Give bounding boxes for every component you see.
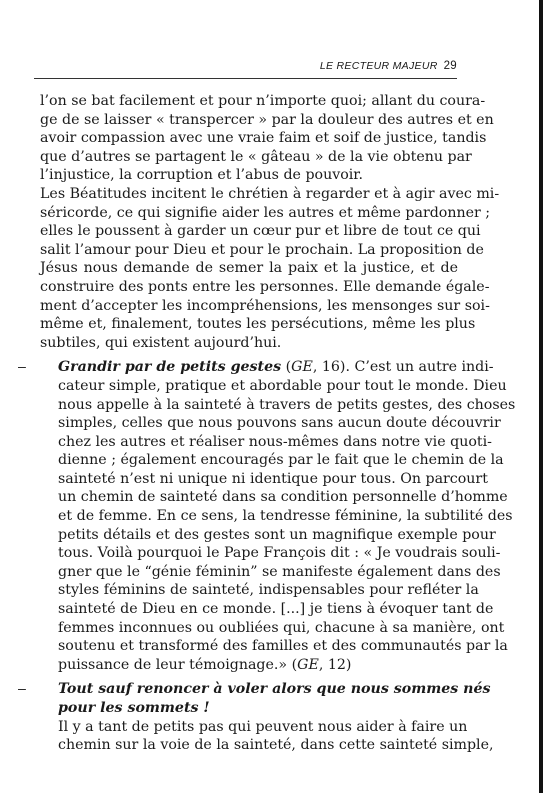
text-line: l’on se bat facilement et pour n’importe quoi; allant du coura- — [40, 93, 486, 109]
text-line: un chemin de sainteté dans sa condition personnelle d’homme — [58, 489, 508, 506]
text-line: construire des ponts entre les personnes. Elle demande égale- — [40, 278, 490, 295]
text-line: Il y a tant de petits pas qui peuvent nous aider à faire un — [58, 718, 468, 735]
text-line: ment d’accepter les incompréhensions, les mensonges sur soi- — [40, 297, 490, 314]
list-dash: – — [18, 681, 26, 698]
scan-edge — [539, 0, 543, 793]
text-line: subtiles, qui existent aujourd’hui. — [40, 334, 282, 351]
text-line: femmes inconnues ou oubliées qui, chacune à sa manière, ont — [58, 619, 505, 636]
text-line: séricorde, ce qui signifie aider les autres et même pardonner ; — [40, 204, 491, 221]
text-line: que d’autres se partagent le « gâteau » de la vie obtenu par — [40, 148, 472, 165]
text-line: gner que le “génie féminin” se manifeste également dans des — [58, 563, 501, 580]
text-line: ge de se laisser « transpercer » par la douleur des autres et en — [40, 111, 494, 128]
text-line: petits détails et des gestes sont un magnifique exemple pour — [58, 526, 496, 543]
text-line: sainteté n’est ni unique ni identique pour tous. On parcourt — [58, 470, 488, 487]
text-line: et de femme. En ce sens, la tendresse féminine, la subtilité des — [58, 508, 513, 525]
item-heading: pour les sommets ! — [58, 700, 210, 716]
list-item-tout-sauf — [18, 680, 494, 754]
item-heading: Grandir par de petits gestes — [58, 359, 282, 376]
list-dash: – — [18, 359, 26, 376]
text-line: styles féminins de sainteté, indispensables pour refléter la — [58, 582, 479, 599]
text-line: sainteté de Dieu en ce monde. [...] je tiens à évoquer tant de — [58, 601, 494, 618]
text-line: nous appelle à la sainteté à travers de petits gestes, des choses — [58, 396, 516, 413]
text-line: chemin sur la voie de la sainteté, dans cette sainteté simple, — [58, 737, 494, 754]
text-line: elles le poussent à garder un cœur pur et libre de tout ce qui — [40, 223, 481, 240]
text-line: dienne ; également encouragés par le fait que le chemin de la — [58, 452, 504, 469]
item-heading-line: Grandir par de petits gestes (GE, 16). C’est un autre indi- — [58, 359, 494, 376]
page-number: 29 — [443, 60, 457, 72]
text-line: Jésus nous demande de semer la paix et la justice, et de — [40, 260, 458, 277]
paragraph-2 — [40, 185, 500, 352]
text-line: Les Béatitudes incitent le chrétien à regarder et à agir avec mi- — [40, 185, 500, 202]
text-line: salit l’amour pour Dieu et pour le prochain. La proposition de — [40, 241, 484, 258]
text-line: soutenu et transformé des familles et des communautés par la — [58, 638, 508, 655]
running-header — [34, 60, 457, 79]
text-line: même et, finalement, toutes les persécutions, même les plus — [40, 316, 476, 333]
text-line: simples, celles que nous pouvons sans aucun doute découvrir — [58, 415, 501, 432]
text-line: tous. Voilà pourquoi le Pape François dit : « Je voudrais souli- — [58, 545, 501, 562]
text-line: avoir compassion avec une vraie faim et soif de justice, tandis — [40, 130, 487, 147]
text-line: chez les autres et réaliser nous-mêmes dans notre vie quoti- — [58, 433, 492, 450]
body-text — [18, 92, 516, 755]
text-line: l’injustice, la corruption et l’abus de pouvoir. — [40, 167, 364, 184]
text-line: puissance de leur témoignage.» (GE, 12) — [58, 656, 352, 673]
running-title: LE RECTEUR MAJEUR — [319, 60, 438, 72]
paragraph-1 — [40, 92, 494, 185]
list-item-grandir — [18, 358, 516, 674]
item-heading: Tout sauf renoncer à voler alors que nous sommes nés — [58, 681, 491, 698]
text-line: cateur simple, pratique et abordable pour tout le monde. Dieu — [58, 377, 507, 394]
